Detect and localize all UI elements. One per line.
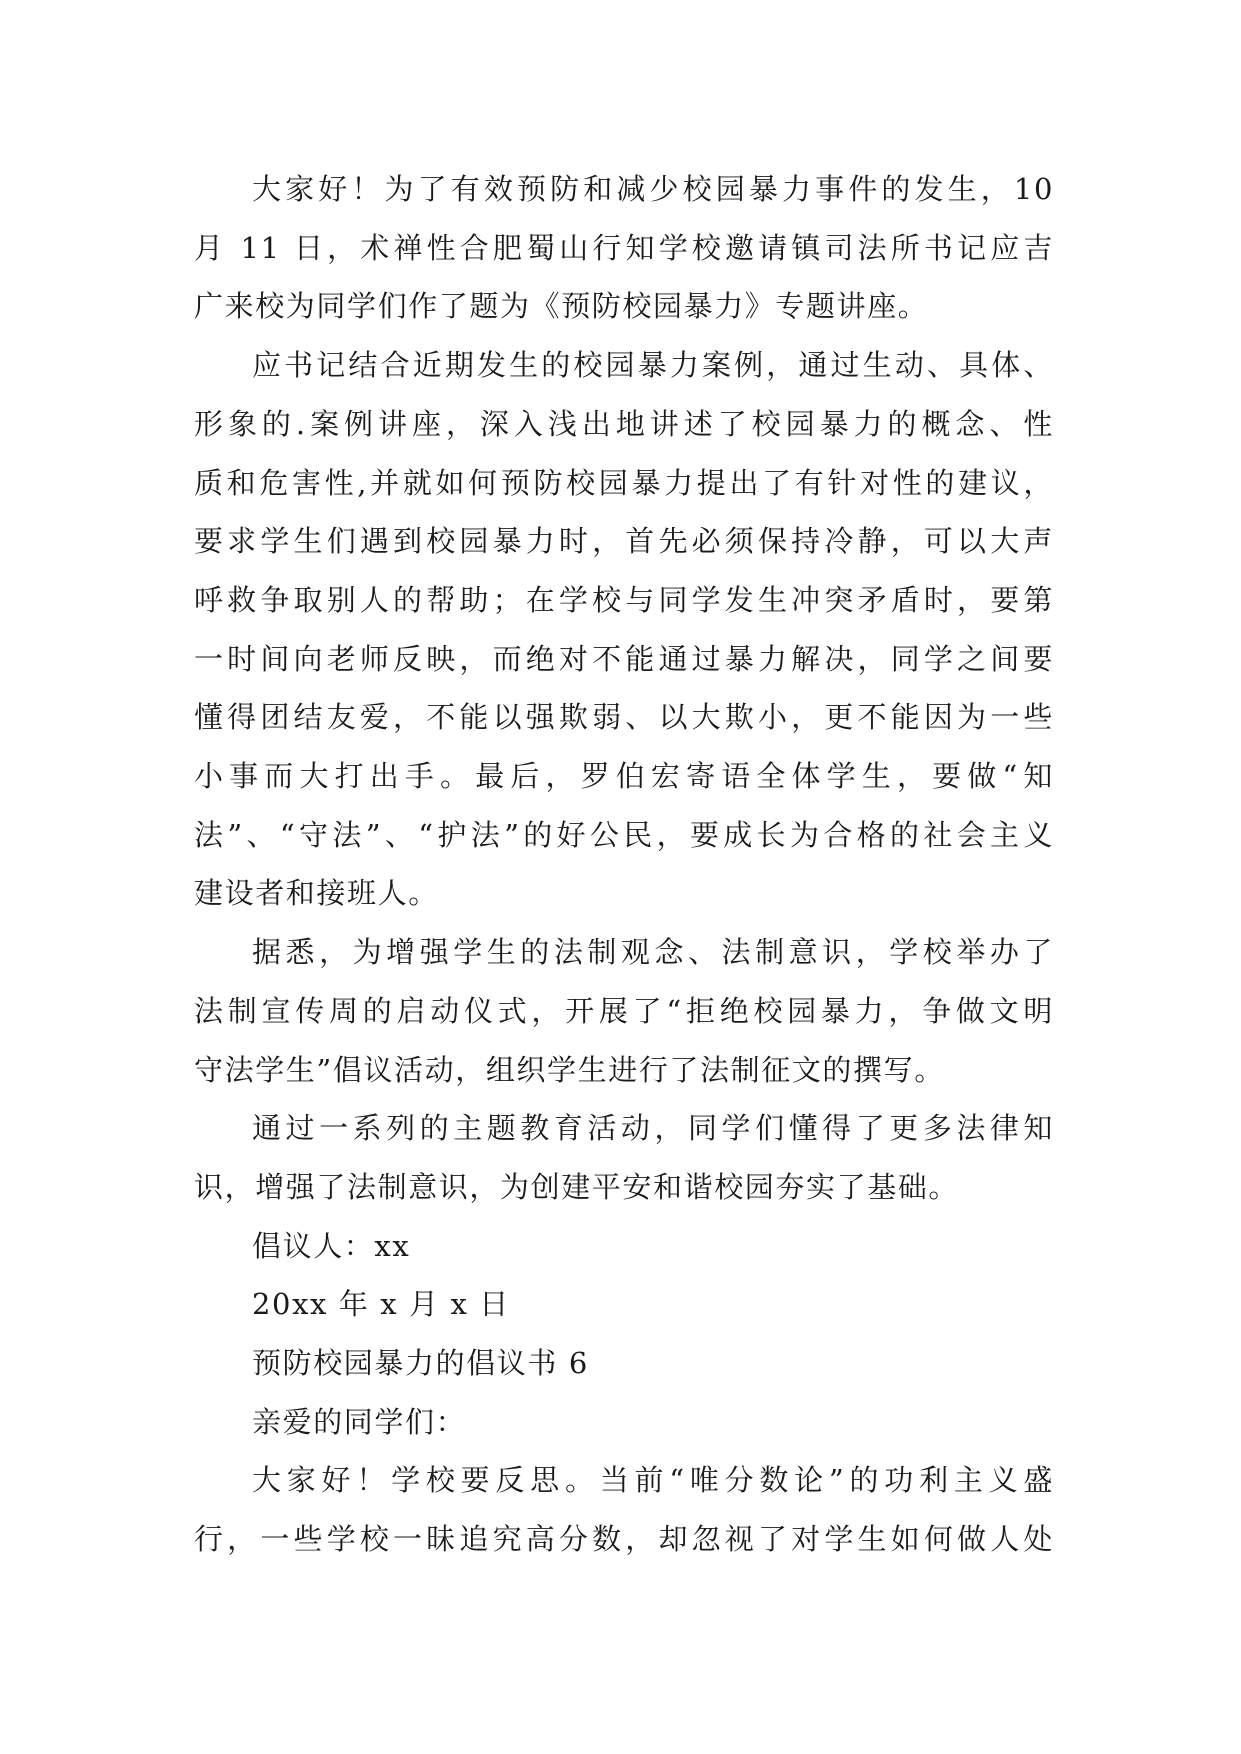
- text-line: 通过一系列的主题教育活动，同学们懂得了更多法律知: [252, 1111, 1054, 1146]
- text-line: 行，一些学校一昧追究高分数，却忽视了对学生如何做人处: [194, 1522, 1054, 1557]
- salutation: 亲爱的同学们：: [252, 1404, 467, 1439]
- text-line: 法”、“守法”、“护法”的好公民，要成长为合格的社会主义: [194, 817, 1054, 852]
- text-line: 小事而大打出手。最后，罗伯宏寄语全体学生，要做“知: [194, 759, 1054, 794]
- text-line: 法制宣传周的启动仪式，开展了“拒绝校园暴力，争做文明: [194, 993, 1054, 1028]
- text-line: 识，增强了法制意识，为创建平安和谐校园夯实了基础。: [194, 1169, 960, 1204]
- section-title: 预防校园暴力的倡议书 6: [252, 1346, 589, 1381]
- body-paragraph-3: [194, 923, 1054, 1099]
- date-line: 20xx 年 x 月 x 日: [252, 1287, 510, 1322]
- text-line: 大家好！为了有效预防和减少校园暴力事件的发生，10: [252, 172, 1054, 206]
- signer-line: 倡议人：xx: [252, 1228, 411, 1263]
- body-paragraph-1: [194, 160, 1054, 336]
- text-line: 建设者和接班人。: [194, 876, 439, 911]
- body-paragraph-4: [194, 1099, 1054, 1216]
- text-line: 应书记结合近期发生的校园暴力案例，通过生动、具体、: [252, 348, 1054, 383]
- text-line: 广来校为同学们作了题为《预防校园暴力》专题讲座。: [194, 289, 929, 324]
- text-line: 据悉，为增强学生的法制观念、法制意识，学校举办了: [252, 935, 1054, 970]
- text-line: 呼救争取别人的帮助；在学校与同学发生冲突矛盾时，要第: [194, 582, 1054, 617]
- text-line: 懂得团结友爱，不能以强欺弱、以大欺小，更不能因为一些: [194, 700, 1054, 735]
- text-line: 守法学生”倡议活动，组织学生进行了法制征文的撰写。: [194, 1052, 945, 1087]
- text-line: 大家好！学校要反思。当前“唯分数论”的功利主义盛: [252, 1463, 1054, 1498]
- text-line: 形象的.案例讲座，深入浅出地讲述了校园暴力的概念、性: [194, 406, 1054, 441]
- text-line: 质和危害性,并就如何预防校园暴力提出了有针对性的建议，: [194, 465, 1054, 500]
- text-line: 要求学生们遇到校园暴力时，首先必须保持冷静，可以大声: [194, 524, 1054, 559]
- body-paragraph-5: [194, 1451, 1054, 1568]
- document-page: [194, 160, 1054, 1569]
- text-line: 一时间向老师反映，而绝对不能通过暴力解决，同学之间要: [194, 641, 1054, 676]
- body-paragraph-2: [194, 336, 1054, 923]
- text-line: 月 11 日，术禅性合肥蜀山行知学校邀请镇司法所书记应吉: [194, 230, 1054, 265]
